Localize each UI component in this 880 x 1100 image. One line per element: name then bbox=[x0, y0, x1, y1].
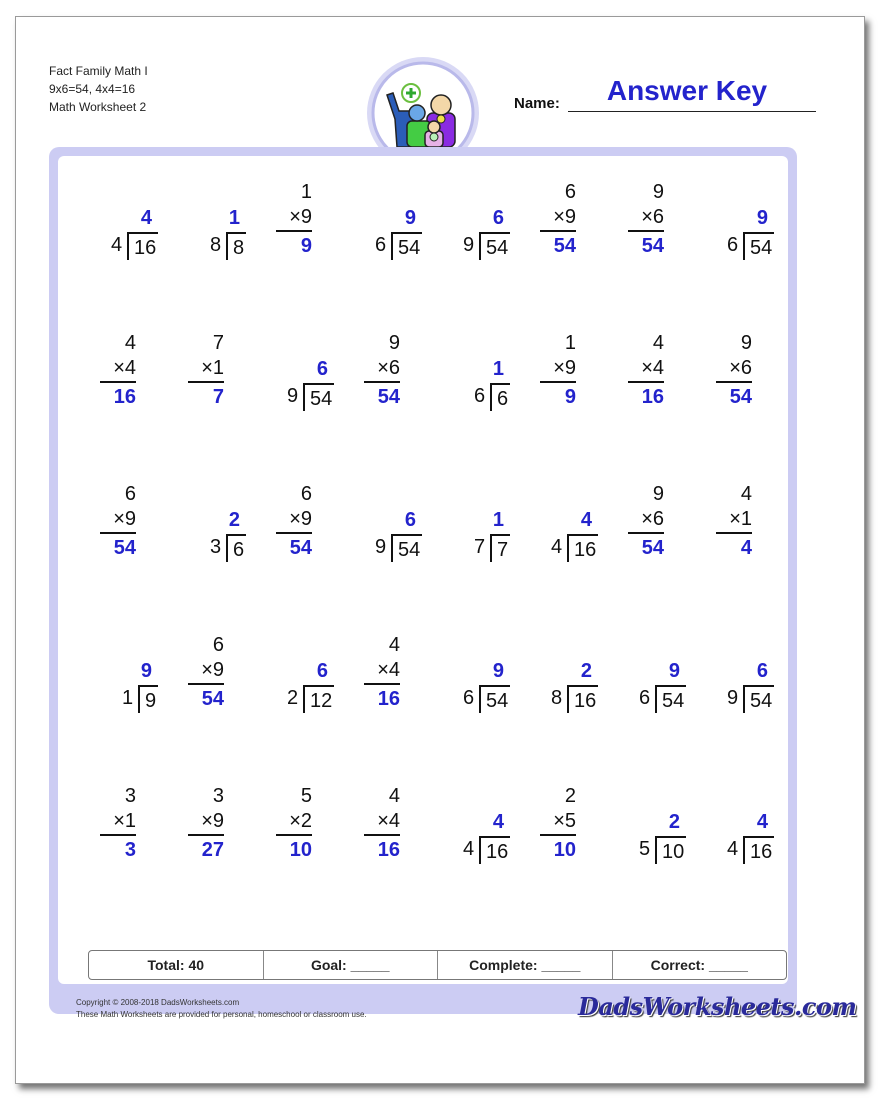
factor-bottom: ×6 bbox=[628, 507, 664, 534]
factor-bottom: ×2 bbox=[276, 809, 312, 836]
brand-logo: DadsWorksheets.com bbox=[578, 992, 857, 1021]
division-problem bbox=[551, 509, 598, 559]
factor-bottom: ×4 bbox=[364, 809, 400, 836]
problem-cell bbox=[518, 774, 606, 894]
divisor: 8 bbox=[551, 687, 563, 709]
product-answer: 16 bbox=[377, 688, 400, 710]
quotient-answer: 1 bbox=[228, 207, 240, 229]
quotient-answer: 6 bbox=[316, 660, 328, 682]
problem-cell bbox=[342, 321, 430, 441]
problem-row bbox=[58, 472, 788, 623]
dividend: 54 bbox=[303, 383, 334, 411]
quotient-answer: 9 bbox=[140, 660, 152, 682]
name-field-line[interactable] bbox=[568, 111, 816, 112]
problem-cell bbox=[518, 170, 606, 290]
product-answer: 16 bbox=[377, 839, 400, 861]
factor-top: 1 bbox=[300, 181, 312, 203]
product-answer: 54 bbox=[377, 386, 400, 408]
factor-bottom: ×6 bbox=[628, 205, 664, 232]
divisor: 9 bbox=[287, 385, 299, 407]
divisor: 6 bbox=[727, 234, 739, 256]
divisor: 9 bbox=[727, 687, 739, 709]
multiplication-problem bbox=[188, 331, 224, 411]
factor-top: 9 bbox=[652, 483, 664, 505]
factor-top: 6 bbox=[564, 181, 576, 203]
quotient-answer: 4 bbox=[492, 811, 504, 833]
dividend: 6 bbox=[490, 383, 510, 411]
division-problem bbox=[287, 358, 334, 408]
division-problem bbox=[474, 509, 510, 559]
product-answer: 3 bbox=[124, 839, 136, 861]
division-problem bbox=[463, 207, 510, 257]
dividend: 6 bbox=[226, 534, 246, 562]
factor-top: 2 bbox=[564, 785, 576, 807]
problem-cell bbox=[606, 472, 694, 592]
division-problem bbox=[639, 811, 686, 861]
multiplication-problem bbox=[540, 784, 576, 864]
factor-top: 4 bbox=[740, 483, 752, 505]
problem-cell bbox=[606, 170, 694, 290]
division-problem bbox=[111, 207, 158, 257]
dividend: 54 bbox=[743, 232, 774, 260]
factor-bottom: ×9 bbox=[188, 809, 224, 836]
quotient-answer: 2 bbox=[580, 660, 592, 682]
quotient-answer: 4 bbox=[756, 811, 768, 833]
division-problem bbox=[639, 660, 686, 710]
divisor: 7 bbox=[474, 536, 486, 558]
name-label: Name: bbox=[514, 95, 560, 112]
problem-cell bbox=[430, 774, 518, 894]
product-answer: 54 bbox=[641, 537, 664, 559]
multiplication-problem bbox=[364, 633, 400, 713]
product-answer: 54 bbox=[729, 386, 752, 408]
factor-top: 4 bbox=[388, 785, 400, 807]
quotient-answer: 6 bbox=[756, 660, 768, 682]
problem-cell bbox=[78, 623, 166, 743]
product-answer: 10 bbox=[553, 839, 576, 861]
factor-top: 1 bbox=[564, 332, 576, 354]
factor-top: 9 bbox=[388, 332, 400, 354]
factor-bottom: ×9 bbox=[540, 205, 576, 232]
multiplication-problem bbox=[364, 784, 400, 864]
problem-cell bbox=[694, 472, 782, 592]
title-line-2: 9x6=54, 4x4=16 bbox=[49, 82, 136, 96]
factor-top: 3 bbox=[124, 785, 136, 807]
multiplication-problem bbox=[628, 482, 664, 562]
quotient-answer: 2 bbox=[668, 811, 680, 833]
divisor: 4 bbox=[463, 838, 475, 860]
divisor: 4 bbox=[727, 838, 739, 860]
quotient-answer: 2 bbox=[228, 509, 240, 531]
score-bar bbox=[88, 950, 787, 980]
problem-cell bbox=[694, 623, 782, 743]
multiplication-problem bbox=[188, 784, 224, 864]
problem-cell bbox=[430, 472, 518, 592]
quotient-answer: 4 bbox=[580, 509, 592, 531]
divisor: 8 bbox=[210, 234, 222, 256]
division-problem bbox=[122, 660, 158, 710]
problem-cell bbox=[166, 472, 254, 592]
problem-cell bbox=[254, 321, 342, 441]
divisor: 4 bbox=[111, 234, 123, 256]
problem-cell bbox=[166, 623, 254, 743]
factor-bottom: ×9 bbox=[276, 507, 312, 534]
problem-cell bbox=[78, 774, 166, 894]
problem-cell bbox=[166, 774, 254, 894]
problem-row bbox=[58, 170, 788, 321]
dividend: 54 bbox=[391, 534, 422, 562]
dividend: 54 bbox=[655, 685, 686, 713]
problem-cell bbox=[606, 321, 694, 441]
multiplication-problem bbox=[716, 331, 752, 411]
total-label: Total: 40 bbox=[89, 951, 264, 979]
factor-top: 5 bbox=[300, 785, 312, 807]
factor-bottom: ×4 bbox=[100, 356, 136, 383]
product-answer: 9 bbox=[564, 386, 576, 408]
title-line-1: Fact Family Math I bbox=[49, 64, 148, 78]
quotient-answer: 1 bbox=[492, 358, 504, 380]
dividend: 16 bbox=[127, 232, 158, 260]
problem-cell bbox=[606, 623, 694, 743]
dividend: 12 bbox=[303, 685, 334, 713]
product-answer: 4 bbox=[740, 537, 752, 559]
factor-bottom: ×4 bbox=[628, 356, 664, 383]
dividend: 54 bbox=[391, 232, 422, 260]
product-answer: 16 bbox=[641, 386, 664, 408]
problem-cell bbox=[254, 170, 342, 290]
factor-top: 4 bbox=[388, 634, 400, 656]
product-answer: 54 bbox=[641, 235, 664, 257]
factor-top: 4 bbox=[124, 332, 136, 354]
division-problem bbox=[727, 811, 774, 861]
problem-cell bbox=[694, 321, 782, 441]
factor-bottom: ×1 bbox=[188, 356, 224, 383]
divisor: 9 bbox=[375, 536, 387, 558]
factor-top: 6 bbox=[212, 634, 224, 656]
multiplication-problem bbox=[100, 331, 136, 411]
division-problem bbox=[463, 811, 510, 861]
usage-note: These Math Worksheets are provided for personal, homeschool or classroom use. bbox=[76, 1010, 367, 1019]
division-problem bbox=[210, 207, 246, 257]
divisor: 9 bbox=[463, 234, 475, 256]
copyright-text: Copyright © 2008-2018 DadsWorksheets.com bbox=[76, 998, 240, 1007]
quotient-answer: 9 bbox=[756, 207, 768, 229]
problem-cell bbox=[518, 472, 606, 592]
product-answer: 54 bbox=[201, 688, 224, 710]
dividend: 54 bbox=[479, 685, 510, 713]
factor-bottom: ×9 bbox=[100, 507, 136, 534]
product-answer: 54 bbox=[113, 537, 136, 559]
answer-key-label: Answer Key bbox=[606, 75, 768, 106]
problem-row bbox=[58, 774, 788, 925]
quotient-answer: 6 bbox=[492, 207, 504, 229]
divisor: 4 bbox=[551, 536, 563, 558]
product-answer: 7 bbox=[212, 386, 224, 408]
footer bbox=[76, 997, 367, 1021]
divisor: 6 bbox=[639, 687, 651, 709]
divisor: 6 bbox=[375, 234, 387, 256]
factor-bottom: ×5 bbox=[540, 809, 576, 836]
dividend: 16 bbox=[567, 534, 598, 562]
divisor: 3 bbox=[210, 536, 222, 558]
product-answer: 16 bbox=[113, 386, 136, 408]
problem-cell bbox=[694, 774, 782, 894]
problem-cell bbox=[342, 472, 430, 592]
multiplication-problem bbox=[364, 331, 400, 411]
problem-cell bbox=[518, 321, 606, 441]
division-problem bbox=[474, 358, 510, 408]
dividend: 54 bbox=[743, 685, 774, 713]
problem-row bbox=[58, 321, 788, 472]
dividend: 16 bbox=[479, 836, 510, 864]
divisor: 6 bbox=[463, 687, 475, 709]
multiplication-problem bbox=[716, 482, 752, 562]
multiplication-problem bbox=[276, 482, 312, 562]
quotient-answer: 9 bbox=[668, 660, 680, 682]
problem-cell bbox=[430, 623, 518, 743]
dividend: 9 bbox=[138, 685, 158, 713]
divisor: 5 bbox=[639, 838, 651, 860]
problem-cell bbox=[518, 623, 606, 743]
division-problem bbox=[551, 660, 598, 710]
problem-cell bbox=[78, 170, 166, 290]
dividend: 16 bbox=[743, 836, 774, 864]
quotient-answer: 9 bbox=[492, 660, 504, 682]
problem-cell bbox=[254, 623, 342, 743]
problem-cell bbox=[430, 170, 518, 290]
factor-bottom: ×9 bbox=[540, 356, 576, 383]
division-problem bbox=[287, 660, 334, 710]
problem-cell bbox=[254, 472, 342, 592]
problem-cell bbox=[606, 774, 694, 894]
multiplication-problem bbox=[100, 784, 136, 864]
product-answer: 54 bbox=[553, 235, 576, 257]
correct-field[interactable]: Correct: _____ bbox=[650, 957, 748, 973]
division-problem bbox=[727, 207, 774, 257]
product-answer: 54 bbox=[289, 537, 312, 559]
quotient-answer: 4 bbox=[140, 207, 152, 229]
division-problem bbox=[463, 660, 510, 710]
divisor: 1 bbox=[122, 687, 134, 709]
divisor: 6 bbox=[474, 385, 486, 407]
factor-bottom: ×4 bbox=[364, 658, 400, 685]
quotient-answer: 6 bbox=[316, 358, 328, 380]
factor-bottom: ×6 bbox=[364, 356, 400, 383]
multiplication-problem bbox=[628, 180, 664, 260]
quotient-answer: 6 bbox=[404, 509, 416, 531]
factor-top: 9 bbox=[652, 181, 664, 203]
multiplication-problem bbox=[188, 633, 224, 713]
dividend: 16 bbox=[567, 685, 598, 713]
multiplication-problem bbox=[276, 180, 312, 260]
quotient-answer: 9 bbox=[404, 207, 416, 229]
multiplication-problem bbox=[628, 331, 664, 411]
division-problem bbox=[210, 509, 246, 559]
factor-top: 4 bbox=[652, 332, 664, 354]
factor-bottom: ×1 bbox=[100, 809, 136, 836]
problem-cell bbox=[430, 321, 518, 441]
problem-cell bbox=[342, 623, 430, 743]
product-answer: 27 bbox=[201, 839, 224, 861]
factor-bottom: ×6 bbox=[716, 356, 752, 383]
division-problem bbox=[375, 207, 422, 257]
factor-bottom: ×9 bbox=[276, 205, 312, 232]
problem-cell bbox=[694, 170, 782, 290]
multiplication-problem bbox=[540, 180, 576, 260]
problem-row bbox=[58, 623, 788, 774]
multiplication-problem bbox=[276, 784, 312, 864]
factor-bottom: ×1 bbox=[716, 507, 752, 534]
factor-top: 6 bbox=[124, 483, 136, 505]
problem-cell bbox=[254, 774, 342, 894]
problem-grid bbox=[58, 170, 788, 925]
dividend: 10 bbox=[655, 836, 686, 864]
factor-top: 7 bbox=[212, 332, 224, 354]
problem-cell bbox=[342, 774, 430, 894]
goal-field[interactable]: Goal: _____ bbox=[264, 951, 439, 979]
multiplication-problem bbox=[100, 482, 136, 562]
division-problem bbox=[375, 509, 422, 559]
multiplication-problem bbox=[540, 331, 576, 411]
product-answer: 9 bbox=[300, 235, 312, 257]
problem-cell bbox=[342, 170, 430, 290]
worksheet-title-block bbox=[49, 62, 148, 116]
factor-top: 6 bbox=[300, 483, 312, 505]
product-answer: 10 bbox=[289, 839, 312, 861]
problem-cell bbox=[166, 321, 254, 441]
dividend: 8 bbox=[226, 232, 246, 260]
factor-bottom: ×9 bbox=[188, 658, 224, 685]
problem-cell bbox=[166, 170, 254, 290]
complete-field[interactable]: Complete: _____ bbox=[438, 951, 613, 979]
factor-top: 9 bbox=[740, 332, 752, 354]
problem-cell bbox=[78, 472, 166, 592]
quotient-answer: 1 bbox=[492, 509, 504, 531]
dividend: 7 bbox=[490, 534, 510, 562]
divisor: 2 bbox=[287, 687, 299, 709]
factor-top: 3 bbox=[212, 785, 224, 807]
dividend: 54 bbox=[479, 232, 510, 260]
title-line-3: Math Worksheet 2 bbox=[49, 100, 147, 114]
problem-cell bbox=[78, 321, 166, 441]
division-problem bbox=[727, 660, 774, 710]
